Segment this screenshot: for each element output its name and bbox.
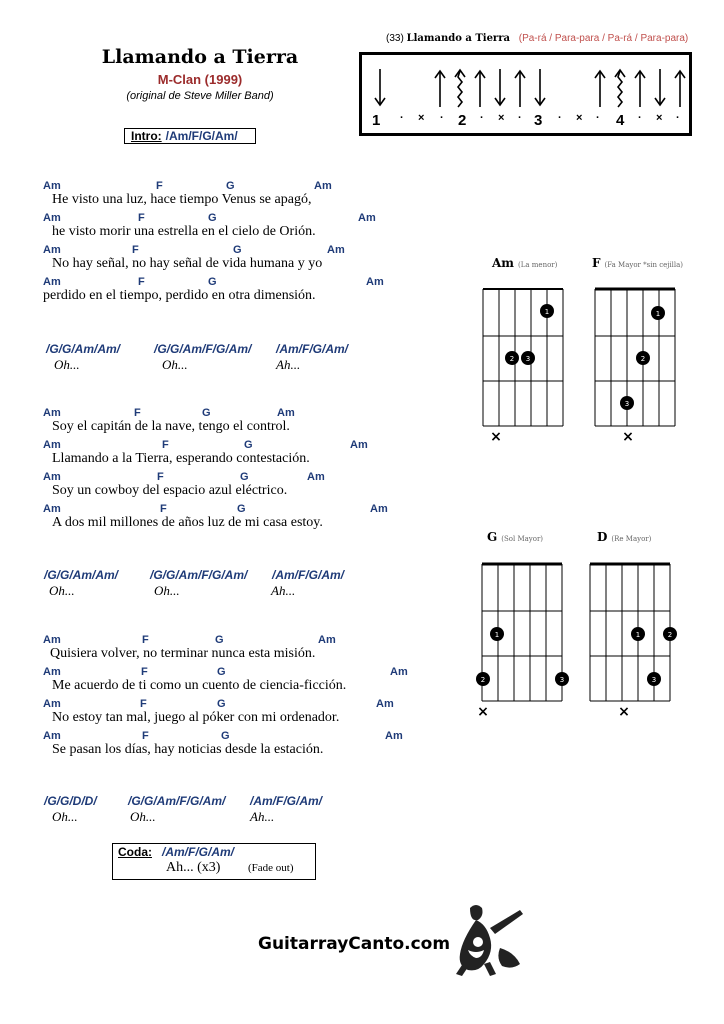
strum-count: · xyxy=(440,112,444,124)
strumming-name: Llamando a Tierra xyxy=(406,33,510,44)
chord-d-subtitle: (Re Mayor) xyxy=(611,535,652,543)
strum-count: 1 xyxy=(372,112,381,129)
strum-count: · xyxy=(676,112,680,124)
chord-label: Am xyxy=(307,471,325,483)
chord-label: Am xyxy=(358,212,376,224)
strum-count: · xyxy=(638,112,642,124)
chord-label: Am xyxy=(318,634,336,646)
chord-label: Am xyxy=(370,503,388,515)
chord-label: G xyxy=(217,666,226,678)
interlude-chords: /Am/F/G/Am/ xyxy=(250,794,323,808)
chord-g-name: G xyxy=(487,530,498,544)
chord-am-subtitle: (La menor) xyxy=(518,261,558,269)
chord-label: Am xyxy=(43,471,61,483)
chord-label: F xyxy=(160,503,167,515)
chord-label: F xyxy=(162,439,169,451)
lyric-line: Llamando a la Tierra, esperando contestación. xyxy=(52,451,310,466)
chord-label: F xyxy=(140,698,147,710)
svg-text:3: 3 xyxy=(624,400,630,408)
chord-label: Am xyxy=(385,730,403,742)
svg-text:2: 2 xyxy=(640,355,646,363)
strumming-counts xyxy=(362,112,689,130)
lyric-line: No estoy tan mal, juego al póker con mi ordenador. xyxy=(52,710,340,725)
chord-f-subtitle: (Fa Mayor *sin cejilla) xyxy=(604,261,684,269)
chord-label: Am xyxy=(43,698,61,710)
interlude-chords: /G/G/Am/Am/ xyxy=(44,568,119,582)
chord-label: F xyxy=(156,180,163,192)
chord-label: G xyxy=(202,407,211,419)
coda-label: Coda: xyxy=(118,845,152,859)
interlude-vocal: Ah... xyxy=(271,583,296,598)
svg-text:×: × xyxy=(622,429,634,445)
chord-label: Am xyxy=(43,439,61,451)
guitarist-logo xyxy=(440,898,530,978)
chord-label: G xyxy=(208,212,217,224)
chord-g-subtitle: (Sol Mayor) xyxy=(501,535,544,543)
interlude-vocal: Oh... xyxy=(54,357,80,372)
svg-text:2: 2 xyxy=(509,355,515,363)
chord-label: Am xyxy=(43,666,61,678)
chord-g-fingers xyxy=(476,627,569,720)
chord-label: Am xyxy=(350,439,368,451)
chord-label: G xyxy=(215,634,224,646)
svg-text:2: 2 xyxy=(480,676,486,684)
interlude-chords: /G/G/Am/F/G/Am/ xyxy=(128,794,226,808)
interlude-chords: /G/G/Am/F/G/Am/ xyxy=(150,568,248,582)
chord-label: Am xyxy=(43,244,61,256)
interlude-vocal: Oh... xyxy=(154,583,180,598)
chord-label: Am xyxy=(43,634,61,646)
svg-text:3: 3 xyxy=(559,676,565,684)
interlude-vocal: Ah... xyxy=(276,357,301,372)
intro-chords: /Am/F/G/Am/ xyxy=(165,129,238,143)
chord-f-title xyxy=(592,256,683,270)
interlude-chords: /G/G/D/D/ xyxy=(44,794,97,808)
chord-label: G xyxy=(244,439,253,451)
chord-d-fingers xyxy=(618,627,677,720)
chord-label: F xyxy=(138,212,145,224)
svg-text:×: × xyxy=(490,429,502,445)
chord-label: Am xyxy=(43,276,61,288)
interlude-chords: /Am/F/G/Am/ xyxy=(276,342,349,356)
chord-label: Am xyxy=(277,407,295,419)
chord-am-fingers xyxy=(490,304,554,445)
chord-label: Am xyxy=(327,244,345,256)
song-title: Llamando a Tierra xyxy=(101,46,299,68)
artist: M-Clan (1999) xyxy=(157,72,243,87)
chord-label: Am xyxy=(43,407,61,419)
chord-label: G xyxy=(240,471,249,483)
interlude-chords: /Am/F/G/Am/ xyxy=(272,568,345,582)
svg-text:×: × xyxy=(618,704,630,720)
chord-label: F xyxy=(142,730,149,742)
chord-label: F xyxy=(142,634,149,646)
svg-text:1: 1 xyxy=(544,308,550,316)
chord-am-name: Am xyxy=(492,256,515,270)
strum-count: · xyxy=(400,112,404,124)
interlude-vocal: Oh... xyxy=(52,809,78,824)
chord-am-title xyxy=(492,256,557,270)
strum-count: 4 xyxy=(616,112,625,129)
interlude-vocal: Oh... xyxy=(49,583,75,598)
strumming-pattern xyxy=(359,52,692,136)
chord-label: F xyxy=(132,244,139,256)
intro-label: Intro: xyxy=(131,129,162,143)
lyric-line: No hay señal, no hay señal de vida humana y yo xyxy=(52,256,323,271)
strumming-subtitle: (Pa-rá / Para-para / Pa-rá / Para-para) xyxy=(518,33,689,44)
strum-count: · xyxy=(558,112,562,124)
chord-label: G xyxy=(226,180,235,192)
interlude-chords: /G/G/Am/Am/ xyxy=(46,342,121,356)
chord-diagrams-top xyxy=(470,280,700,450)
strum-count: 3 xyxy=(534,112,543,129)
chord-label: Am xyxy=(314,180,332,192)
svg-text:3: 3 xyxy=(525,355,531,363)
lyric-line: he visto morir una estrella en el cielo de Orión. xyxy=(52,224,316,239)
chord-label: Am xyxy=(390,666,408,678)
chord-label: Am xyxy=(43,730,61,742)
strum-count: × xyxy=(498,112,505,124)
strum-count: 2 xyxy=(458,112,467,129)
svg-text:×: × xyxy=(477,704,489,720)
chord-label: Am xyxy=(43,180,61,192)
svg-text:1: 1 xyxy=(494,631,500,639)
interlude-vocal: Ah... xyxy=(250,809,275,824)
chord-label: Am xyxy=(366,276,384,288)
strum-count: × xyxy=(418,112,425,124)
coda-chords: /Am/F/G/Am/ xyxy=(162,845,235,859)
interlude-vocal: Oh... xyxy=(130,809,156,824)
interlude-vocal: Oh... xyxy=(162,357,188,372)
chord-f-name: F xyxy=(592,256,601,270)
strum-count: × xyxy=(656,112,663,124)
chord-diagrams-bottom xyxy=(470,556,700,721)
chord-g-title xyxy=(487,530,543,544)
lyric-line: Quisiera volver, no terminar nunca esta misión. xyxy=(50,646,316,661)
chord-d-name: D xyxy=(597,530,608,544)
strum-count: · xyxy=(596,112,600,124)
chord-label: Am xyxy=(43,212,61,224)
svg-text:1: 1 xyxy=(635,631,641,639)
intro-box xyxy=(124,128,256,144)
lyric-line: Soy un cowboy del espacio azul eléctrico. xyxy=(52,483,288,498)
chord-label: F xyxy=(138,276,145,288)
coda-lyric: Ah... (x3) xyxy=(166,860,221,875)
chord-label: G xyxy=(221,730,230,742)
chord-label: Am xyxy=(43,503,61,515)
lyric-line: Me acuerdo de ti como un cuento de ciencia-ficción. xyxy=(52,678,347,693)
chord-label: G xyxy=(233,244,242,256)
lyric-line: A dos mil millones de años luz de mi casa estoy. xyxy=(52,515,323,530)
coda-note: (Fade out) xyxy=(248,862,294,874)
chord-label: G xyxy=(237,503,246,515)
site-name[interactable]: GuitarrayCanto.com xyxy=(258,934,451,954)
chord-label: F xyxy=(141,666,148,678)
strum-count: × xyxy=(576,112,583,124)
chord-label: G xyxy=(208,276,217,288)
lyric-line: He visto una luz, hace tiempo Venus se apagó, xyxy=(52,192,312,207)
strumming-number: (33) xyxy=(386,33,404,44)
lyric-line: Se pasan los días, hay noticias desde la estación. xyxy=(52,742,324,757)
svg-text:1: 1 xyxy=(655,310,661,318)
lyric-line: Soy el capitán de la nave, tengo el control. xyxy=(52,419,290,434)
chord-label: F xyxy=(134,407,141,419)
chord-label: Am xyxy=(376,698,394,710)
original-credit: (original de Steve Miller Band) xyxy=(126,90,274,102)
strum-count: · xyxy=(518,112,522,124)
chord-d-title xyxy=(597,530,651,544)
svg-text:2: 2 xyxy=(667,631,673,639)
strumming-title xyxy=(386,33,688,44)
interlude-chords: /G/G/Am/F/G/Am/ xyxy=(154,342,252,356)
strum-count: · xyxy=(480,112,484,124)
chord-label: F xyxy=(157,471,164,483)
chord-label: G xyxy=(217,698,226,710)
svg-text:3: 3 xyxy=(651,676,657,684)
lyric-line: perdido en el tiempo, perdido en otra dimensión. xyxy=(43,288,316,303)
